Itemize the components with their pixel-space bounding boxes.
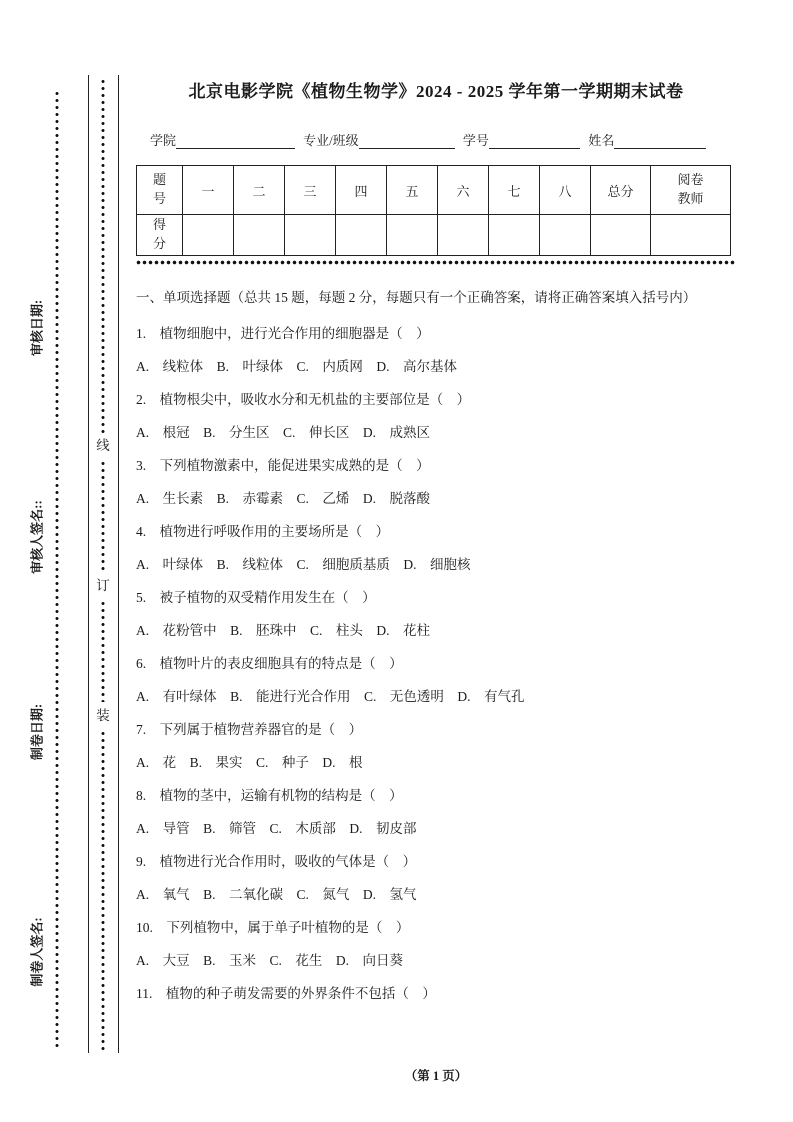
score-table-corner-score bbox=[137, 215, 183, 256]
question-options: A. 线粒体 B. 叶绿体 C. 内质网 D. 高尔基体 bbox=[136, 359, 458, 374]
field-label-name: 姓名 bbox=[588, 133, 615, 148]
question-text: 3. 下列植物激素中，能促进果实成熟的是（ ） bbox=[136, 458, 430, 473]
score-table-header-cell bbox=[489, 166, 540, 215]
score-cell-empty bbox=[336, 215, 387, 256]
question-options: A. 氧气 B. 二氧化碳 C. 氮气 D. 氢气 bbox=[136, 887, 417, 902]
question-options: A. 有叶绿体 B. 能进行光合作用 C. 无色透明 D. 有气孔 bbox=[136, 689, 525, 704]
column-label: 总分 bbox=[607, 183, 634, 199]
student-id-blank-line bbox=[489, 132, 581, 149]
binding-dotted-segment bbox=[101, 78, 105, 434]
question-text: 5. 被子植物的双受精作用发生在（ ） bbox=[136, 590, 376, 605]
question-options: A. 叶绿体 B. 线粒体 C. 细胞质基质 D. 细胞核 bbox=[136, 557, 471, 572]
college-blank-line bbox=[176, 132, 295, 149]
score-table-header-cell bbox=[438, 166, 489, 215]
column-label: 二 bbox=[252, 183, 266, 199]
field-label-student-id: 学号 bbox=[462, 133, 489, 148]
question-text: 9. 植物进行光合作用时，吸收的气体是（ ） bbox=[136, 854, 417, 869]
question-text: 6. 植物叶片的表皮细胞具有的特点是（ ） bbox=[136, 656, 403, 671]
margin-dotted-line bbox=[55, 90, 59, 1050]
student-info-row bbox=[150, 131, 706, 149]
question-text: 10. 下列植物中，属于单子叶植物的是（ ） bbox=[136, 920, 410, 935]
column-label: 五 bbox=[405, 183, 419, 199]
column-label: 阅卷教师 bbox=[677, 172, 704, 206]
question-options: A. 花 B. 果实 C. 种子 D. 根 bbox=[136, 755, 363, 770]
score-cell-empty bbox=[651, 215, 731, 256]
question-text: 11. 植物的种子萌发需要的外界条件不包括（ ） bbox=[136, 986, 436, 1001]
score-cell-empty bbox=[183, 215, 234, 256]
score-table-header-cell bbox=[183, 166, 234, 215]
question-options: A. 生长素 B. 赤霉素 C. 乙烯 D. 脱落酸 bbox=[136, 491, 431, 506]
binding-dotted-segment bbox=[101, 600, 105, 702]
question-options: A. 花粉管中 B. 胚珠中 C. 柱头 D. 花柱 bbox=[136, 623, 431, 638]
question-text: 7. 下列属于植物营养器官的是（ ） bbox=[136, 722, 363, 737]
score-table-header-cell bbox=[336, 166, 387, 215]
score-table-header-cell bbox=[285, 166, 336, 215]
question-text: 8. 植物的茎中，运输有机物的结构是（ ） bbox=[136, 788, 403, 803]
column-label: 六 bbox=[456, 183, 470, 199]
score-cell-empty bbox=[285, 215, 336, 256]
question-list bbox=[136, 317, 736, 1010]
score-cell-empty bbox=[234, 215, 285, 256]
column-label: 七 bbox=[507, 183, 521, 199]
column-label: 四 bbox=[354, 183, 368, 199]
binding-dotted-segment bbox=[101, 460, 105, 572]
corner-label: 题号 bbox=[152, 172, 166, 206]
exam-content bbox=[136, 80, 736, 1010]
score-table-header-cell-grader bbox=[651, 166, 731, 215]
score-cell-empty bbox=[540, 215, 591, 256]
score-table-header-cell bbox=[387, 166, 438, 215]
score-cell-empty bbox=[591, 215, 651, 256]
margin-label-reviewer-signature: 审核人签名:: bbox=[29, 500, 45, 574]
question-options: A. 根冠 B. 分生区 C. 伸长区 D. 成熟区 bbox=[136, 425, 431, 440]
question-options: A. 大豆 B. 玉米 C. 花生 D. 向日葵 bbox=[136, 953, 404, 968]
score-cell-empty bbox=[438, 215, 489, 256]
question-options: A. 导管 B. 筛管 C. 木质部 D. 韧皮部 bbox=[136, 821, 417, 836]
binding-char: 装 bbox=[96, 708, 110, 723]
major-class-blank-line bbox=[359, 132, 455, 149]
page-number: （第 1 页） bbox=[404, 1069, 468, 1083]
margin-label-preparer-signature: 制卷人签名: bbox=[29, 917, 45, 987]
score-table-header-cell bbox=[234, 166, 285, 215]
score-table-header-cell bbox=[591, 166, 651, 215]
exam-title: 北京电影学院《植物生物学》2024 - 2025 学年第一学期期末试卷 bbox=[188, 82, 684, 101]
score-table-corner-question-no bbox=[137, 166, 183, 215]
question-text: 4. 植物进行呼吸作用的主要场所是（ ） bbox=[136, 524, 390, 539]
corner-label: 得分 bbox=[152, 217, 166, 251]
binding-dotted-segment bbox=[101, 730, 105, 1050]
score-table bbox=[136, 165, 731, 256]
score-cell-empty bbox=[489, 215, 540, 256]
score-cell-empty bbox=[387, 215, 438, 256]
column-label: 一 bbox=[201, 183, 215, 199]
binding-line-right bbox=[118, 75, 119, 1053]
field-label-major-class: 专业/班级 bbox=[303, 133, 359, 148]
margin-label-prepared-date: 制卷日期: bbox=[29, 703, 45, 761]
section-heading: 一、单项选择题（总共 15 题，每题 2 分，每题只有一个正确答案，请将正确答案填入括号内） bbox=[136, 290, 697, 305]
dotted-separator bbox=[136, 260, 736, 265]
binding-line-left bbox=[88, 75, 89, 1053]
binding-char: 线 bbox=[96, 438, 110, 453]
name-blank-line bbox=[614, 132, 706, 149]
question-text: 2. 植物根尖中，吸收水分和无机盐的主要部位是（ ） bbox=[136, 392, 471, 407]
column-label: 三 bbox=[303, 183, 317, 199]
margin-label-review-date: 审核日期: bbox=[29, 299, 45, 357]
binding-char: 订 bbox=[96, 578, 110, 593]
score-table-header-cell bbox=[540, 166, 591, 215]
question-text: 1. 植物细胞中，进行光合作用的细胞器是（ ） bbox=[136, 326, 430, 341]
field-label-college: 学院 bbox=[150, 133, 177, 148]
column-label: 八 bbox=[558, 183, 572, 199]
